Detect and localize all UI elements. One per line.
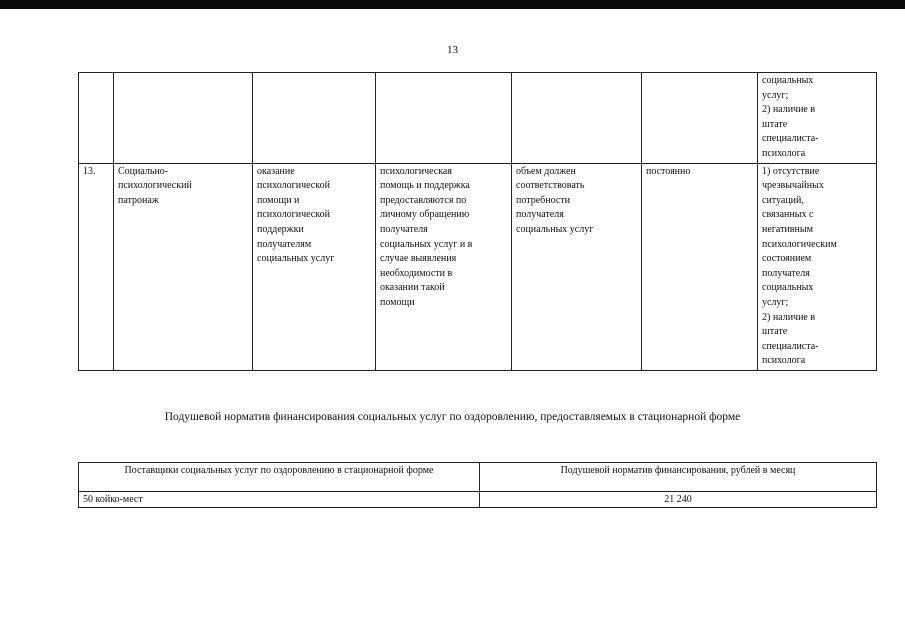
cell-line: штате bbox=[762, 118, 788, 130]
cell-volume bbox=[512, 73, 642, 164]
cell-line: потребности bbox=[516, 194, 570, 206]
cell-quality bbox=[758, 163, 877, 370]
financing-table bbox=[78, 462, 877, 508]
cell-line: психолога bbox=[762, 147, 806, 159]
cell-line: Социально- bbox=[118, 165, 169, 177]
cell-line: предоставляются по bbox=[380, 194, 467, 206]
cell-line: патронаж bbox=[118, 194, 159, 206]
cell-line: оказание bbox=[257, 165, 295, 177]
cell-line: получателям bbox=[257, 238, 312, 250]
cell-line: социальных услуг bbox=[516, 223, 594, 235]
cell-line: услуг; bbox=[762, 89, 789, 101]
cell-line: психологической bbox=[257, 209, 330, 221]
cell-line: специалиста- bbox=[762, 340, 819, 352]
cell-line: состоянием bbox=[762, 253, 812, 265]
cell-line: необходимости в bbox=[380, 267, 453, 279]
cell-line: получателя bbox=[380, 223, 428, 235]
financing-header-row bbox=[79, 463, 877, 492]
cell-norm-value: 21 240 bbox=[480, 492, 877, 508]
cell-line: чрезвычайных bbox=[762, 180, 824, 192]
cell-line: психолога bbox=[762, 355, 806, 367]
cell-num bbox=[79, 73, 114, 164]
cell-line: услуг; bbox=[762, 296, 789, 308]
table-row-continued bbox=[79, 73, 877, 164]
cell-line: связанных с bbox=[762, 209, 814, 221]
cell-line: помощь и поддержка bbox=[380, 180, 470, 192]
cell-service bbox=[114, 73, 253, 164]
cell-line: помощи и bbox=[257, 194, 300, 206]
financing-data-row bbox=[79, 492, 877, 508]
cell-line: получателя bbox=[762, 267, 810, 279]
page-number: 13 bbox=[447, 44, 458, 56]
cell-term bbox=[642, 163, 758, 370]
cell-line: 1) отсутствие bbox=[762, 165, 820, 177]
cell-line: ситуаций, bbox=[762, 194, 804, 206]
section-heading: Подушевой норматив финансирования социальных услуг по оздоровлению, предоставляемых в стационарной форме bbox=[164, 411, 741, 423]
services-table bbox=[78, 72, 877, 371]
cell-description bbox=[253, 163, 376, 370]
cell-line: социальных bbox=[762, 282, 814, 294]
cell-quality bbox=[758, 73, 877, 164]
cell-line: помощи bbox=[380, 296, 415, 308]
cell-service bbox=[114, 163, 253, 370]
top-border-bar bbox=[0, 0, 905, 9]
cell-line: получателя bbox=[516, 209, 564, 221]
cell-line: 2) наличие в bbox=[762, 311, 816, 323]
cell-conditions bbox=[376, 163, 512, 370]
cell-providers: 50 койко-мест bbox=[79, 492, 480, 508]
cell-line: психологическим bbox=[762, 238, 837, 250]
cell-volume bbox=[512, 163, 642, 370]
cell-line: штате bbox=[762, 326, 788, 338]
cell-line: случае выявления bbox=[380, 253, 457, 265]
cell-term bbox=[642, 73, 758, 164]
cell-line: объем должен bbox=[516, 165, 576, 177]
cell-conditions bbox=[376, 73, 512, 164]
header-norm: Подушевой норматив финансирования, рублей в месяц bbox=[480, 463, 877, 492]
cell-num: 13. bbox=[79, 163, 114, 370]
header-providers: Поставщики социальных услуг по оздоровлению в стационарной форме bbox=[79, 463, 480, 492]
cell-line: личному обращению bbox=[380, 209, 470, 221]
cell-line: оказании такой bbox=[380, 282, 445, 294]
cell-description bbox=[253, 73, 376, 164]
cell-line: 2) наличие в bbox=[762, 104, 816, 116]
cell-line: социальных услуг и в bbox=[380, 238, 473, 250]
cell-line: специалиста- bbox=[762, 133, 819, 145]
cell-line: социальных bbox=[762, 75, 814, 86]
cell-line: социальных услуг bbox=[257, 253, 335, 265]
cell-line: постоянно bbox=[646, 165, 691, 177]
cell-line: психологической bbox=[257, 180, 330, 192]
cell-line: психологическая bbox=[380, 165, 452, 177]
cell-line: поддержки bbox=[257, 223, 304, 235]
cell-line: психологический bbox=[118, 180, 192, 192]
cell-line: соответствовать bbox=[516, 180, 585, 192]
cell-line: негативным bbox=[762, 223, 813, 235]
table-row-13 bbox=[79, 163, 877, 370]
